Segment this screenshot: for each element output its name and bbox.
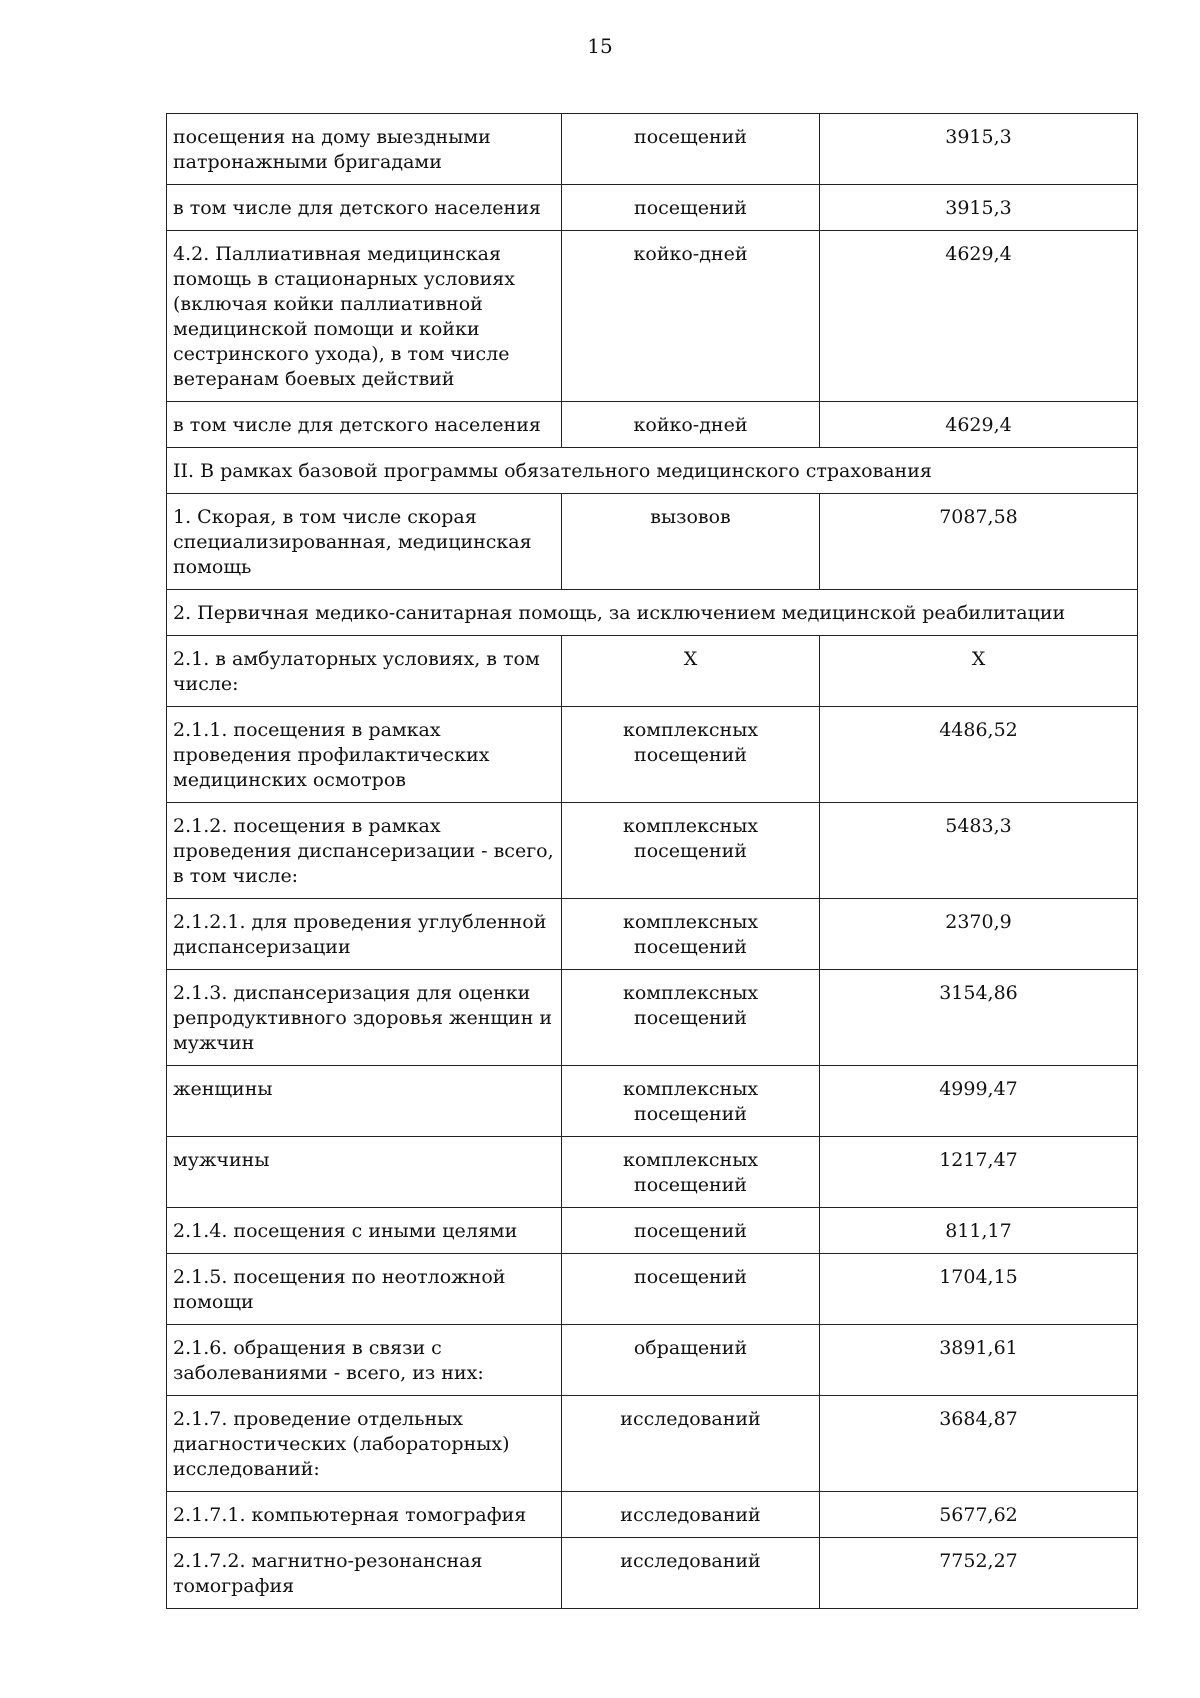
table-row bbox=[167, 636, 1138, 707]
value-cell: 3154,86 bbox=[820, 970, 1138, 1066]
unit-cell: Х bbox=[562, 636, 820, 707]
value-cell: 7087,58 bbox=[820, 494, 1138, 590]
table-row bbox=[167, 231, 1138, 402]
unit-cell: комплексных посещений bbox=[562, 1137, 820, 1208]
care-type-cell: 2.1.7.2. магнитно-резонансная томография bbox=[167, 1538, 562, 1609]
unit-cell: обращений bbox=[562, 1325, 820, 1396]
unit-cell: исследований bbox=[562, 1492, 820, 1538]
unit-cell: посещений bbox=[562, 185, 820, 231]
care-type-cell: 4.2. Паллиативная медицинская помощь в стационарных условиях (включая койки паллиативной медицинской помощи и койки сестринского ухода), в том числе ветеранам боевых действий bbox=[167, 231, 562, 402]
section-heading: 2. Первичная медико-санитарная помощь, за исключением медицинской реабилитации bbox=[167, 590, 1138, 636]
volume-table bbox=[166, 113, 1138, 1609]
value-cell: 1217,47 bbox=[820, 1137, 1138, 1208]
care-type-cell: мужчины bbox=[167, 1137, 562, 1208]
table-row bbox=[167, 707, 1138, 803]
value-cell: 7752,27 bbox=[820, 1538, 1138, 1609]
table-row bbox=[167, 1538, 1138, 1609]
care-type-cell: 2.1.2. посещения в рамках проведения диспансеризации - всего, в том числе: bbox=[167, 803, 562, 899]
value-cell: 3915,3 bbox=[820, 185, 1138, 231]
unit-cell: посещений bbox=[562, 1254, 820, 1325]
page-number: 15 bbox=[587, 34, 613, 58]
care-type-cell: в том числе для детского населения bbox=[167, 185, 562, 231]
table-row bbox=[167, 185, 1138, 231]
unit-cell: вызовов bbox=[562, 494, 820, 590]
unit-cell: комплексных посещений bbox=[562, 1066, 820, 1137]
unit-cell: комплексных посещений bbox=[562, 707, 820, 803]
table-row bbox=[167, 1396, 1138, 1492]
care-type-cell: 2.1.7. проведение отдельных диагностических (лабораторных) исследований: bbox=[167, 1396, 562, 1492]
unit-cell: посещений bbox=[562, 1208, 820, 1254]
value-cell: 811,17 bbox=[820, 1208, 1138, 1254]
unit-cell: исследований bbox=[562, 1538, 820, 1609]
table-body bbox=[167, 114, 1138, 1609]
unit-cell: комплексных посещений bbox=[562, 899, 820, 970]
care-type-cell: 2.1.1. посещения в рамках проведения профилактических медицинских осмотров bbox=[167, 707, 562, 803]
care-type-cell: 1. Скорая, в том числе скорая специализированная, медицинская помощь bbox=[167, 494, 562, 590]
table-row bbox=[167, 1137, 1138, 1208]
table-row bbox=[167, 899, 1138, 970]
table-row bbox=[167, 970, 1138, 1066]
care-type-cell: 2.1.5. посещения по неотложной помощи bbox=[167, 1254, 562, 1325]
care-type-cell: в том числе для детского населения bbox=[167, 402, 562, 448]
table-row bbox=[167, 494, 1138, 590]
value-cell: 5483,3 bbox=[820, 803, 1138, 899]
table-row bbox=[167, 1208, 1138, 1254]
table-row bbox=[167, 1254, 1138, 1325]
table-row bbox=[167, 1325, 1138, 1396]
unit-cell: посещений bbox=[562, 114, 820, 185]
unit-cell: исследований bbox=[562, 1396, 820, 1492]
care-type-cell: 2.1.2.1. для проведения углубленной диспансеризации bbox=[167, 899, 562, 970]
unit-cell: комплексных посещений bbox=[562, 803, 820, 899]
value-cell: 3891,61 bbox=[820, 1325, 1138, 1396]
section-heading: II. В рамках базовой программы обязательного медицинского страхования bbox=[167, 448, 1138, 494]
section-row bbox=[167, 590, 1138, 636]
care-type-cell: посещения на дому выездными патронажными бригадами bbox=[167, 114, 562, 185]
table-row bbox=[167, 402, 1138, 448]
value-cell: 4629,4 bbox=[820, 231, 1138, 402]
care-type-cell: 2.1.3. диспансеризация для оценки репродуктивного здоровья женщин и мужчин bbox=[167, 970, 562, 1066]
value-cell: 1704,15 bbox=[820, 1254, 1138, 1325]
care-type-cell: 2.1.6. обращения в связи с заболеваниями - всего, из них: bbox=[167, 1325, 562, 1396]
value-cell: 2370,9 bbox=[820, 899, 1138, 970]
value-cell: 3684,87 bbox=[820, 1396, 1138, 1492]
value-cell: 4999,47 bbox=[820, 1066, 1138, 1137]
care-type-cell: 2.1.4. посещения с иными целями bbox=[167, 1208, 562, 1254]
care-type-cell: женщины bbox=[167, 1066, 562, 1137]
table-row bbox=[167, 1066, 1138, 1137]
table-row bbox=[167, 1492, 1138, 1538]
care-type-cell: 2.1.7.1. компьютерная томография bbox=[167, 1492, 562, 1538]
section-row bbox=[167, 448, 1138, 494]
value-cell: 4486,52 bbox=[820, 707, 1138, 803]
care-type-cell: 2.1. в амбулаторных условиях, в том числе: bbox=[167, 636, 562, 707]
unit-cell: койко-дней bbox=[562, 231, 820, 402]
value-cell: Х bbox=[820, 636, 1138, 707]
table-row bbox=[167, 803, 1138, 899]
unit-cell: койко-дней bbox=[562, 402, 820, 448]
unit-cell: комплексных посещений bbox=[562, 970, 820, 1066]
table-row bbox=[167, 114, 1138, 185]
value-cell: 5677,62 bbox=[820, 1492, 1138, 1538]
value-cell: 4629,4 bbox=[820, 402, 1138, 448]
value-cell: 3915,3 bbox=[820, 114, 1138, 185]
